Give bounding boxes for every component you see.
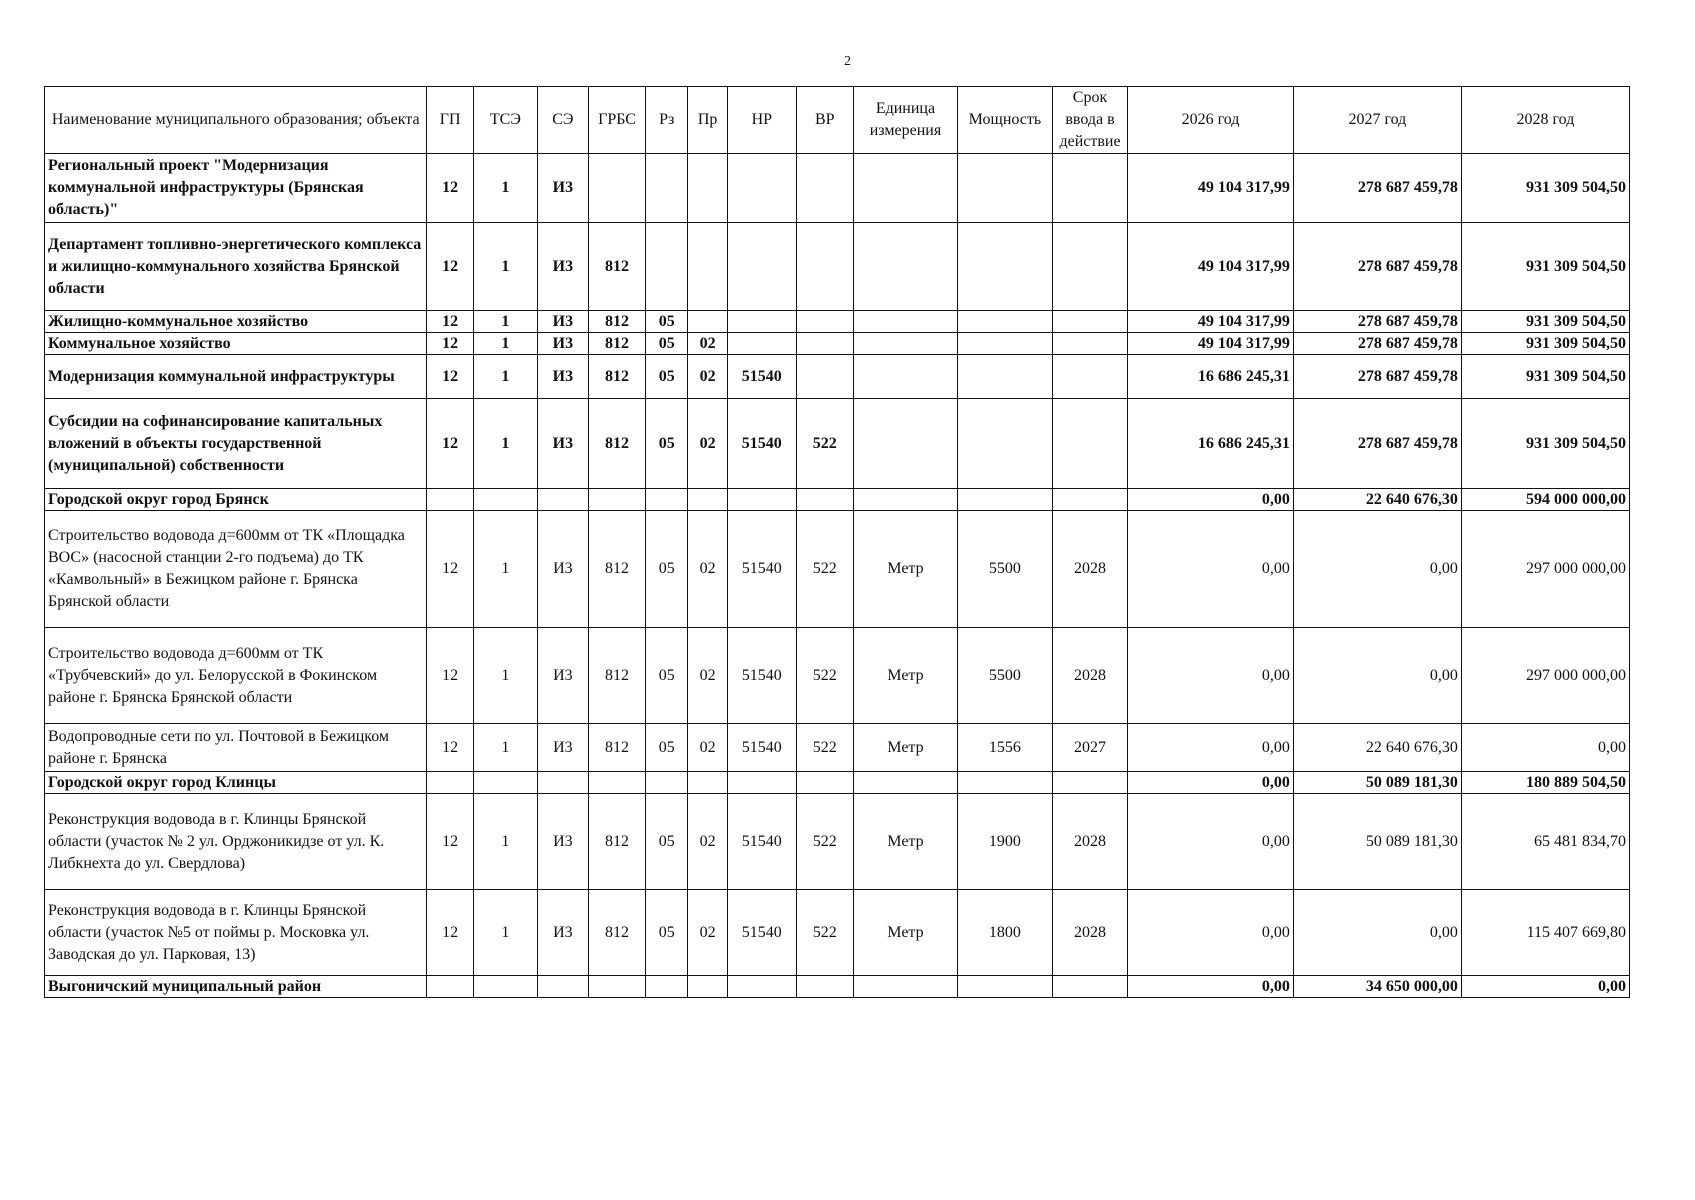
header-unit: Единица измерения: [854, 87, 958, 154]
cell-pr: 02: [688, 399, 728, 489]
cell-2026: 0,00: [1128, 724, 1294, 772]
cell-grbs: 812: [588, 511, 645, 628]
cell-2028: 931 309 504,50: [1461, 399, 1629, 489]
cell-unit: [854, 154, 958, 223]
cell-name: Выгоничский муниципальный район: [45, 976, 427, 998]
cell-grbs: 812: [588, 311, 645, 333]
table-row: [45, 772, 1630, 794]
cell-term: 2027: [1052, 724, 1127, 772]
cell-grbs: 812: [588, 355, 645, 399]
cell-nr: 51540: [728, 628, 797, 724]
cell-pr: 02: [688, 794, 728, 890]
cell-tse: 1: [473, 794, 537, 890]
cell-rz: 05: [646, 355, 688, 399]
cell-power: [957, 489, 1052, 511]
cell-grbs: 812: [588, 890, 645, 976]
cell-name: Субсидии на софинансирование капитальных вложений в объекты государственной (муниципальной) собственности: [45, 399, 427, 489]
cell-pr: 02: [688, 890, 728, 976]
cell-tse: 1: [473, 628, 537, 724]
cell-power: 1556: [957, 724, 1052, 772]
cell-unit: Метр: [854, 724, 958, 772]
cell-nr: 51540: [728, 355, 797, 399]
cell-vr: [796, 223, 853, 311]
cell-2027: 0,00: [1293, 511, 1461, 628]
cell-vr: 522: [796, 628, 853, 724]
cell-term: 2028: [1052, 511, 1127, 628]
cell-name: Модернизация коммунальной инфраструктуры: [45, 355, 427, 399]
table-row: [45, 976, 1630, 998]
cell-name: Реконструкция водовода в г. Клинцы Брянской области (участок №5 от поймы р. Московка ул. Заводская до ул. Парковая, 13): [45, 890, 427, 976]
cell-vr: 522: [796, 794, 853, 890]
cell-grbs: [588, 154, 645, 223]
cell-vr: [796, 976, 853, 998]
cell-term: 2028: [1052, 890, 1127, 976]
cell-pr: [688, 489, 728, 511]
table-row: [45, 890, 1630, 976]
cell-se: И3: [537, 794, 588, 890]
cell-vr: [796, 333, 853, 355]
cell-2027: 0,00: [1293, 628, 1461, 724]
cell-power: [957, 154, 1052, 223]
cell-pr: 02: [688, 511, 728, 628]
cell-power: [957, 223, 1052, 311]
cell-2028: 180 889 504,50: [1461, 772, 1629, 794]
cell-rz: 05: [646, 333, 688, 355]
cell-tse: 1: [473, 890, 537, 976]
cell-2027: 278 687 459,78: [1293, 355, 1461, 399]
cell-nr: 51540: [728, 399, 797, 489]
cell-nr: [728, 333, 797, 355]
cell-term: [1052, 489, 1127, 511]
cell-2027: 278 687 459,78: [1293, 154, 1461, 223]
header-pr: Пр: [688, 87, 728, 154]
header-row: [45, 87, 1630, 154]
cell-nr: [728, 772, 797, 794]
cell-vr: 522: [796, 724, 853, 772]
cell-se: [537, 976, 588, 998]
cell-2026: 49 104 317,99: [1128, 311, 1294, 333]
table-row: [45, 794, 1630, 890]
cell-grbs: 812: [588, 223, 645, 311]
cell-pr: [688, 223, 728, 311]
cell-unit: Метр: [854, 511, 958, 628]
cell-name: Городской округ город Брянск: [45, 489, 427, 511]
cell-2026: 49 104 317,99: [1128, 223, 1294, 311]
cell-term: [1052, 311, 1127, 333]
cell-rz: 05: [646, 511, 688, 628]
cell-2026: 0,00: [1128, 628, 1294, 724]
cell-nr: [728, 223, 797, 311]
cell-2026: 0,00: [1128, 772, 1294, 794]
cell-grbs: 812: [588, 724, 645, 772]
cell-tse: [473, 489, 537, 511]
cell-term: [1052, 333, 1127, 355]
cell-unit: [854, 333, 958, 355]
cell-rz: [646, 976, 688, 998]
cell-pr: 02: [688, 628, 728, 724]
cell-gp: 12: [427, 355, 473, 399]
cell-grbs: [588, 489, 645, 511]
cell-se: [537, 489, 588, 511]
cell-tse: [473, 976, 537, 998]
cell-pr: 02: [688, 355, 728, 399]
cell-grbs: [588, 772, 645, 794]
cell-2028: 297 000 000,00: [1461, 511, 1629, 628]
cell-2028: 931 309 504,50: [1461, 355, 1629, 399]
cell-2026: 0,00: [1128, 976, 1294, 998]
cell-se: И3: [537, 355, 588, 399]
cell-se: И3: [537, 399, 588, 489]
cell-tse: 1: [473, 399, 537, 489]
header-rz: Рз: [646, 87, 688, 154]
cell-gp: 12: [427, 794, 473, 890]
cell-se: И3: [537, 333, 588, 355]
cell-se: И3: [537, 154, 588, 223]
table-row: [45, 511, 1630, 628]
cell-power: [957, 772, 1052, 794]
cell-term: [1052, 976, 1127, 998]
cell-gp: 12: [427, 223, 473, 311]
cell-gp: 12: [427, 890, 473, 976]
cell-term: [1052, 154, 1127, 223]
cell-grbs: 812: [588, 333, 645, 355]
cell-2028: 0,00: [1461, 724, 1629, 772]
cell-tse: 1: [473, 333, 537, 355]
cell-2026: 0,00: [1128, 794, 1294, 890]
cell-2027: 0,00: [1293, 890, 1461, 976]
cell-2027: 278 687 459,78: [1293, 311, 1461, 333]
cell-power: 5500: [957, 511, 1052, 628]
cell-se: [537, 772, 588, 794]
cell-gp: 12: [427, 511, 473, 628]
cell-grbs: 812: [588, 399, 645, 489]
cell-2026: 0,00: [1128, 489, 1294, 511]
cell-se: И3: [537, 890, 588, 976]
cell-2028: 931 309 504,50: [1461, 311, 1629, 333]
cell-vr: 522: [796, 399, 853, 489]
cell-vr: [796, 154, 853, 223]
cell-se: И3: [537, 511, 588, 628]
cell-gp: 12: [427, 333, 473, 355]
header-tse: ТСЭ: [473, 87, 537, 154]
cell-2027: 50 089 181,30: [1293, 772, 1461, 794]
cell-nr: [728, 311, 797, 333]
cell-power: [957, 311, 1052, 333]
cell-tse: [473, 772, 537, 794]
cell-power: [957, 355, 1052, 399]
cell-se: И3: [537, 223, 588, 311]
cell-grbs: 812: [588, 794, 645, 890]
cell-pr: 02: [688, 333, 728, 355]
table-row: [45, 489, 1630, 511]
cell-pr: [688, 772, 728, 794]
cell-name: Реконструкция водовода в г. Клинцы Брянской области (участок № 2 ул. Орджоникидзе от ул. К. Либкнехта до ул. Свердлова): [45, 794, 427, 890]
cell-nr: [728, 489, 797, 511]
cell-2028: 931 309 504,50: [1461, 333, 1629, 355]
header-se: СЭ: [537, 87, 588, 154]
cell-rz: 05: [646, 794, 688, 890]
cell-rz: [646, 154, 688, 223]
cell-2027: 278 687 459,78: [1293, 333, 1461, 355]
cell-unit: [854, 489, 958, 511]
cell-gp: 12: [427, 628, 473, 724]
cell-name: Водопроводные сети по ул. Почтовой в Бежицком районе г. Брянска: [45, 724, 427, 772]
cell-rz: 05: [646, 399, 688, 489]
cell-pr: [688, 976, 728, 998]
cell-term: [1052, 399, 1127, 489]
cell-se: И3: [537, 628, 588, 724]
header-2028: 2028 год: [1461, 87, 1629, 154]
table-row: [45, 311, 1630, 333]
cell-2026: 49 104 317,99: [1128, 154, 1294, 223]
cell-nr: 51540: [728, 511, 797, 628]
page-number: 2: [844, 54, 851, 69]
cell-name: Региональный проект "Модернизация коммунальной инфраструктуры (Брянская область)": [45, 154, 427, 223]
cell-tse: 1: [473, 223, 537, 311]
cell-se: И3: [537, 311, 588, 333]
table-row: [45, 399, 1630, 489]
cell-term: [1052, 355, 1127, 399]
cell-2026: 16 686 245,31: [1128, 355, 1294, 399]
cell-nr: 51540: [728, 890, 797, 976]
cell-tse: 1: [473, 511, 537, 628]
cell-name: Жилищно-коммунальное хозяйство: [45, 311, 427, 333]
cell-name: Коммунальное хозяйство: [45, 333, 427, 355]
cell-gp: 12: [427, 154, 473, 223]
cell-2026: 0,00: [1128, 511, 1294, 628]
header-vr: ВР: [796, 87, 853, 154]
cell-vr: [796, 772, 853, 794]
header-name: Наименование муниципального образования; объекта: [45, 87, 427, 154]
cell-unit: [854, 399, 958, 489]
cell-pr: [688, 311, 728, 333]
header-grbs: ГРБС: [588, 87, 645, 154]
cell-2027: 50 089 181,30: [1293, 794, 1461, 890]
cell-nr: [728, 154, 797, 223]
cell-gp: 12: [427, 399, 473, 489]
cell-2028: 65 481 834,70: [1461, 794, 1629, 890]
cell-rz: 05: [646, 890, 688, 976]
cell-power: 5500: [957, 628, 1052, 724]
cell-unit: [854, 223, 958, 311]
cell-gp: [427, 489, 473, 511]
cell-vr: [796, 489, 853, 511]
cell-pr: [688, 154, 728, 223]
cell-tse: 1: [473, 311, 537, 333]
table-row: [45, 333, 1630, 355]
cell-vr: [796, 355, 853, 399]
cell-2026: 16 686 245,31: [1128, 399, 1294, 489]
cell-term: 2028: [1052, 628, 1127, 724]
cell-nr: [728, 976, 797, 998]
cell-nr: 51540: [728, 724, 797, 772]
table-row: [45, 154, 1630, 223]
cell-grbs: 812: [588, 628, 645, 724]
cell-power: [957, 399, 1052, 489]
cell-vr: 522: [796, 511, 853, 628]
cell-gp: 12: [427, 724, 473, 772]
cell-name: Строительство водовода д=600мм от ТК «Площадка ВОС» (насосной станции 2-го подъема) до ТК «Камвольный» в Бежицком районе г. Брянска Брянской области: [45, 511, 427, 628]
cell-2028: 594 000 000,00: [1461, 489, 1629, 511]
cell-unit: [854, 772, 958, 794]
cell-2026: 0,00: [1128, 890, 1294, 976]
cell-unit: [854, 355, 958, 399]
cell-vr: [796, 311, 853, 333]
cell-term: 2028: [1052, 794, 1127, 890]
header-2027: 2027 год: [1293, 87, 1461, 154]
cell-tse: 1: [473, 154, 537, 223]
cell-vr: 522: [796, 890, 853, 976]
cell-nr: 51540: [728, 794, 797, 890]
cell-2027: 34 650 000,00: [1293, 976, 1461, 998]
cell-2028: 931 309 504,50: [1461, 223, 1629, 311]
cell-grbs: [588, 976, 645, 998]
cell-unit: Метр: [854, 794, 958, 890]
cell-2027: 278 687 459,78: [1293, 399, 1461, 489]
cell-unit: [854, 311, 958, 333]
cell-gp: 12: [427, 311, 473, 333]
cell-name: Департамент топливно-энергетического комплекса и жилищно-коммунального хозяйства Брянской области: [45, 223, 427, 311]
table-row: [45, 724, 1630, 772]
cell-name: Городской округ город Клинцы: [45, 772, 427, 794]
table-row: [45, 223, 1630, 311]
cell-term: [1052, 772, 1127, 794]
cell-gp: [427, 772, 473, 794]
cell-power: [957, 333, 1052, 355]
cell-power: [957, 976, 1052, 998]
header-gp: ГП: [427, 87, 473, 154]
table-row: [45, 628, 1630, 724]
cell-gp: [427, 976, 473, 998]
cell-2028: 931 309 504,50: [1461, 154, 1629, 223]
cell-power: 1800: [957, 890, 1052, 976]
cell-unit: [854, 976, 958, 998]
cell-unit: Метр: [854, 628, 958, 724]
cell-se: И3: [537, 724, 588, 772]
cell-tse: 1: [473, 724, 537, 772]
cell-2027: 22 640 676,30: [1293, 489, 1461, 511]
cell-2028: 297 000 000,00: [1461, 628, 1629, 724]
budget-table: [44, 86, 1630, 998]
cell-power: 1900: [957, 794, 1052, 890]
cell-rz: [646, 489, 688, 511]
header-2026: 2026 год: [1128, 87, 1294, 154]
table-row: [45, 355, 1630, 399]
cell-term: [1052, 223, 1127, 311]
cell-2027: 278 687 459,78: [1293, 223, 1461, 311]
cell-2028: 0,00: [1461, 976, 1629, 998]
cell-rz: 05: [646, 724, 688, 772]
cell-name: Строительство водовода д=600мм от ТК «Трубчевский» до ул. Белорусской в Фокинском районе г. Брянска Брянской области: [45, 628, 427, 724]
cell-rz: [646, 223, 688, 311]
header-nr: НР: [728, 87, 797, 154]
cell-rz: 05: [646, 628, 688, 724]
cell-pr: 02: [688, 724, 728, 772]
cell-rz: 05: [646, 311, 688, 333]
cell-2027: 22 640 676,30: [1293, 724, 1461, 772]
cell-rz: [646, 772, 688, 794]
cell-2026: 49 104 317,99: [1128, 333, 1294, 355]
header-term: Срок ввода в действие: [1052, 87, 1127, 154]
header-power: Мощность: [957, 87, 1052, 154]
cell-unit: Метр: [854, 890, 958, 976]
cell-tse: 1: [473, 355, 537, 399]
cell-2028: 115 407 669,80: [1461, 890, 1629, 976]
